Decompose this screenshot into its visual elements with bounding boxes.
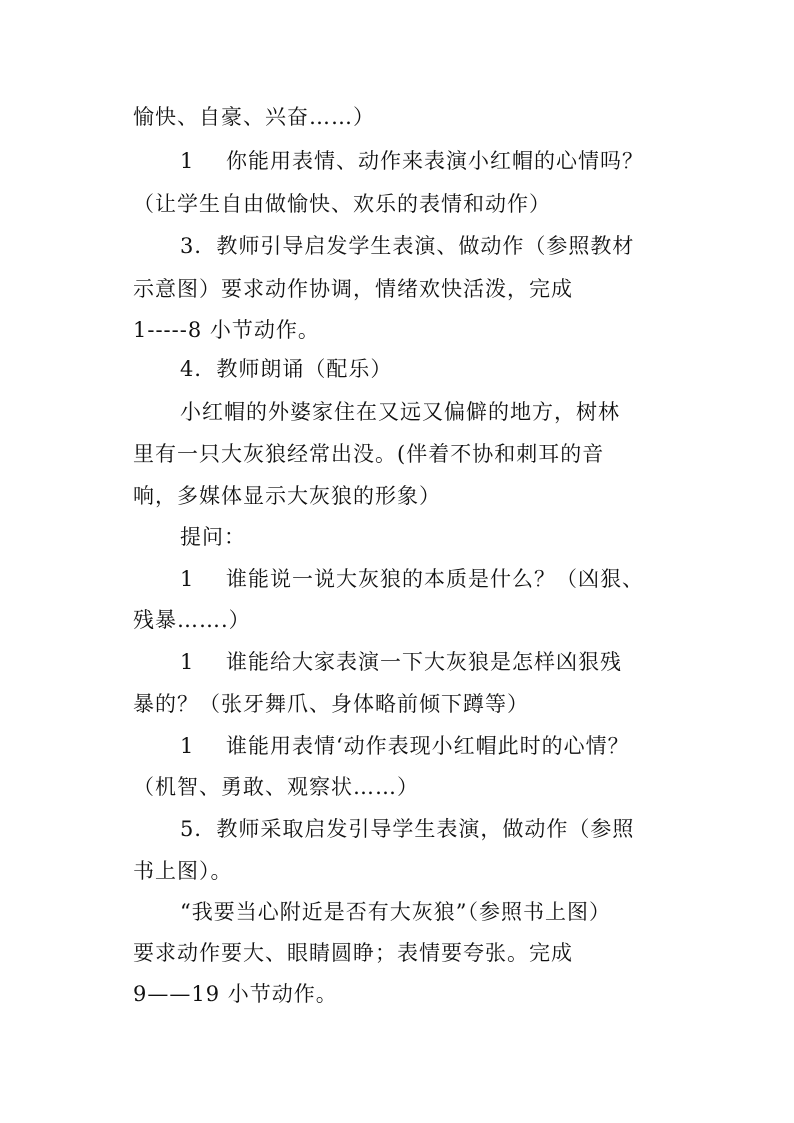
text-line: 3．教师引导启发学生表演、做动作（参照教材 [180, 234, 635, 258]
text-line: 暴的？（张牙舞爪、身体略前倾下蹲等） [133, 692, 529, 716]
item-number: 1 [180, 567, 195, 591]
item-text: 谁能用表情‘动作表现小红帽此时的心情？ [226, 734, 630, 758]
text-line: 1-----8 小节动作。 [133, 318, 320, 342]
item-number: 1 [180, 734, 195, 758]
text-line: 要求动作要大、眼睛圆睁；表情要夸张。完成 [133, 941, 573, 965]
text-line: 书上图）。 [133, 859, 233, 883]
numbered-item [180, 147, 644, 175]
item-text: 谁能说一说大灰狼的本质是什么？（凶狠、 [226, 567, 644, 591]
text-line: 响，多媒体显示大灰狼的形象） [133, 484, 441, 508]
item-text: 谁能给大家表演一下大灰狼是怎样凶狠残 [226, 650, 622, 674]
numbered-item [180, 565, 644, 593]
text-line: 里有一只大灰狼经常出没。(伴着不协和刺耳的音 [133, 442, 605, 466]
text-line: 4．教师朗诵（配乐） [180, 357, 393, 381]
text-line: （让学生自由做愉快、欢乐的表情和动作） [133, 192, 551, 216]
text-line: 9——19 小节动作。 [133, 982, 338, 1006]
numbered-item [180, 732, 630, 760]
text-line: 提问： [180, 525, 246, 549]
text-line: 残暴…….） [133, 608, 251, 632]
item-number: 1 [180, 650, 195, 674]
text-line: 小红帽的外婆家住在又远又偏僻的地方，树林 [180, 400, 620, 424]
text-line: 5．教师采取启发引导学生表演，做动作（参照 [180, 817, 635, 841]
item-number: 1 [180, 149, 195, 173]
text-line: 愉快、自豪、兴奋……） [133, 105, 375, 129]
text-line: （机智、勇敢、观察状……） [133, 775, 419, 799]
text-line: 示意图）要求动作协调，情绪欢快活泼，完成 [133, 277, 573, 301]
numbered-item [180, 648, 622, 676]
item-text: 你能用表情、动作来表演小红帽的心情吗？ [226, 149, 644, 173]
text-line: “我要当心附近是否有大灰狼”（参照书上图） [180, 900, 611, 924]
